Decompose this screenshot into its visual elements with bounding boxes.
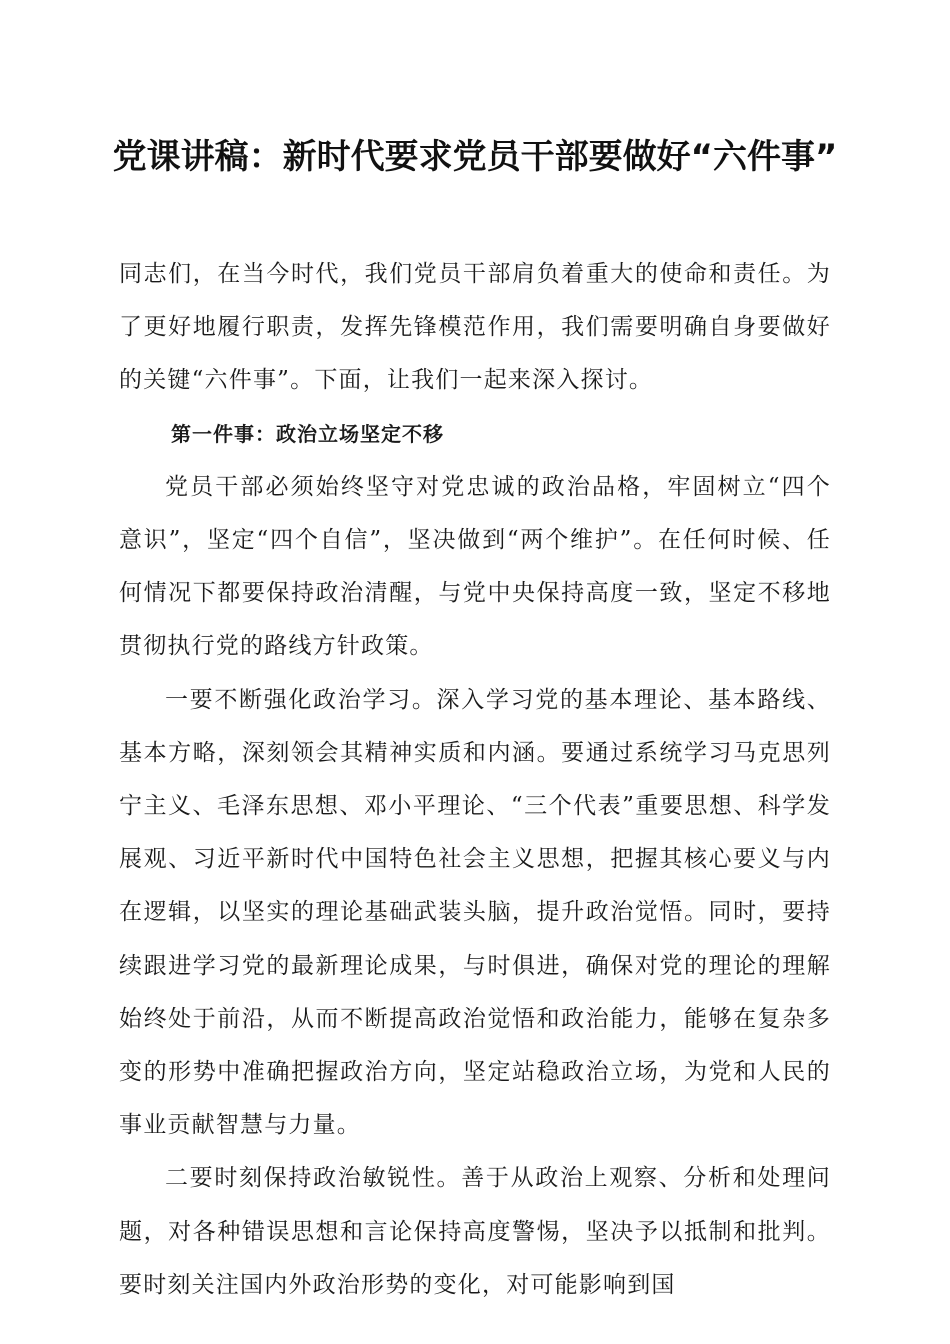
body-paragraph: 二要时刻保持政治敏锐性。善于从政治上观察、分析和处理问题，对各种错误思想和言论保持高度警惕，坚决予以抵制和批判。要时刻关注国内外政治形势的变化，对可能影响到国	[119, 1165, 831, 1298]
document-body	[119, 248, 831, 1312]
section-heading: 第一件事：政治立场坚定不移	[171, 421, 444, 446]
body-paragraph: 党员干部必须始终坚守对党忠诚的政治品格，牢固树立“四个意识”，坚定“四个自信”，坚决做到“两个维护”。在任何时候、任何情况下都要保持政治清醒，与党中央保持高度一致，坚定不移地贯彻执行党的路线方针政策。	[119, 473, 831, 660]
intro-paragraph: 同志们，在当今时代，我们党员干部肩负着重大的使命和责任。为了更好地履行职责，发挥先锋模范作用，我们需要明确自身要做好的关键“六件事”。下面，让我们一起来深入探讨。	[119, 261, 831, 394]
document-title: 党课讲稿：新时代要求党员干部要做好“六件事”	[112, 137, 838, 177]
body-paragraph: 一要不断强化政治学习。深入学习党的基本理论、基本路线、基本方略，深刻领会其精神实质和内涵。要通过系统学习马克思列宁主义、毛泽东思想、邓小平理论、“三个代表”重要思想、科学发展观、习近平新时代中国特色社会主义思想，把握其核心要义与内在逻辑，以坚实的理论基础武装头脑，提升政治觉悟。同时，要持续跟进学习党的最新理论成果，与时俱进，确保对党的理论的理解始终处于前沿，从而不断提高政治觉悟和政治能力，能够在复杂多变的形势中准确把握政治方向，坚定站稳政治立场，为党和人民的事业贡献智慧与力量。	[119, 686, 831, 1139]
